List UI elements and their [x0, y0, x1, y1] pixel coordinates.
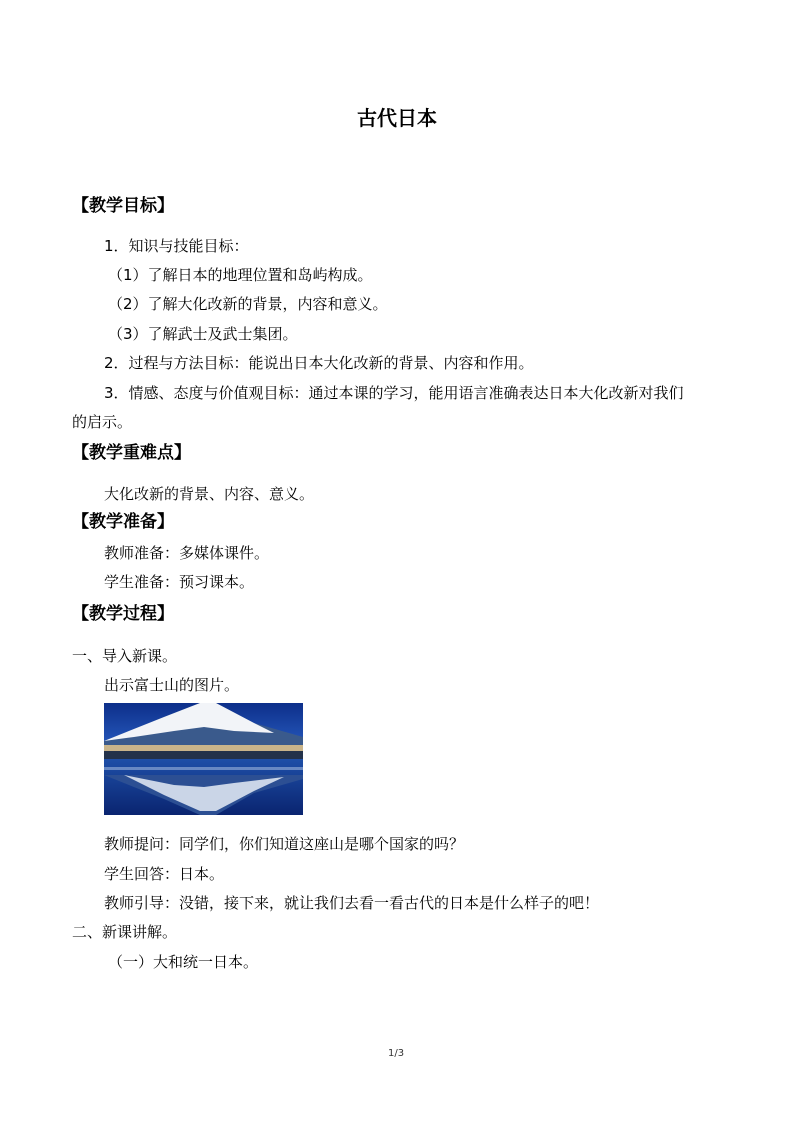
- preparation-heading: 【教学准备】: [72, 512, 174, 532]
- show-picture-text: 出示富士山的图片。: [104, 676, 240, 694]
- student-preparation: 学生准备：预习课本。: [104, 573, 255, 591]
- teacher-question: 教师提问：同学们，你们知道这座山是哪个国家的吗？: [104, 835, 465, 853]
- objective-item-1: 1．知识与技能目标：: [104, 237, 249, 255]
- page-title: 古代日本: [357, 106, 437, 130]
- objective-item-2: 2．过程与方法目标：能说出日本大化改新的背景、内容和作用。: [104, 354, 534, 372]
- objective-sub-2: （2）了解大化改新的背景，内容和意义。: [108, 295, 388, 313]
- section-1-heading: （一）大和统一日本。: [108, 953, 259, 971]
- process-heading: 【教学过程】: [72, 604, 174, 624]
- key-points-heading: 【教学重难点】: [72, 443, 191, 463]
- objective-item-3-line-1: 3．情感、态度与价值观目标：通过本课的学习，能用语言准确表达日本大化改新对我们: [104, 384, 684, 402]
- part-1-heading: 一、导入新课。: [72, 647, 178, 665]
- objective-sub-3: （3）了解武士及武士集团。: [108, 325, 298, 343]
- teacher-preparation: 教师准备：多媒体课件。: [104, 544, 270, 562]
- objectives-heading: 【教学目标】: [72, 196, 174, 216]
- student-answer: 学生回答：日本。: [104, 865, 225, 883]
- teacher-guide: 教师引导：没错，接下来，就让我们去看一看古代的日本是什么样子的吧！: [104, 894, 600, 912]
- objective-item-3-line-2: 的启示。: [72, 413, 133, 431]
- key-points-text: 大化改新的背景、内容、意义。: [104, 485, 315, 503]
- objective-sub-1: （1）了解日本的地理位置和岛屿构成。: [108, 266, 373, 284]
- part-2-heading: 二、新课讲解。: [72, 923, 178, 941]
- mount-fuji-photo: [104, 703, 303, 815]
- page-number: 1/3: [388, 1048, 405, 1059]
